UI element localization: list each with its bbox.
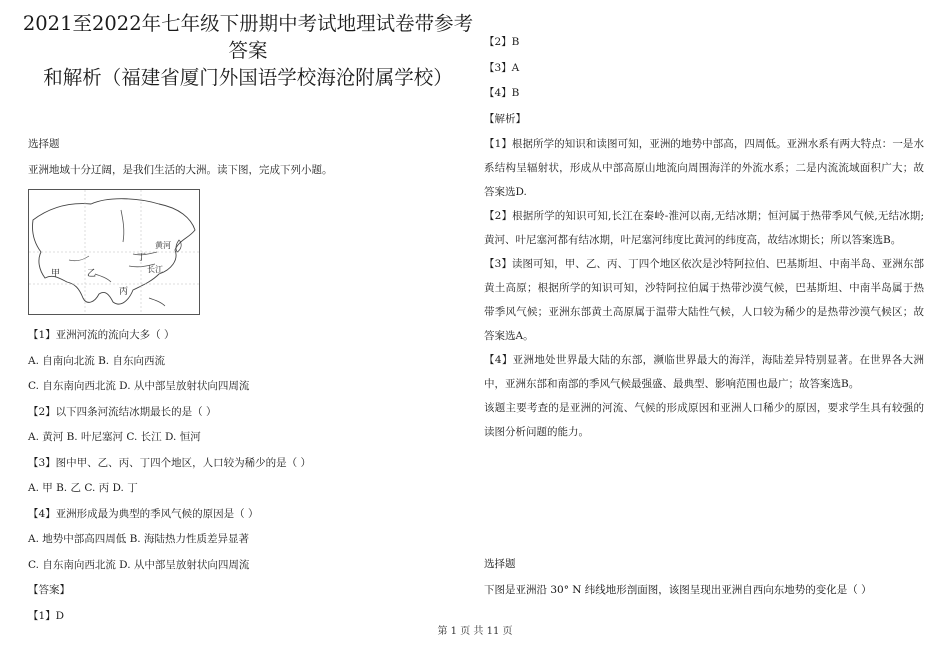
q4-options-cd: C. 自东南向西北流 D. 从中部呈放射状向四周流 (28, 558, 250, 571)
map-label-changjiang: 长江 (147, 265, 163, 274)
q4-options-ab: A. 地势中部高四周低 B. 海陆热力性质差异显著 (28, 533, 249, 545)
map-label-yi: 乙 (87, 269, 97, 279)
q2-options: A. 黄河 B. 叶尼塞河 C. 长江 D. 恒河 (28, 431, 201, 443)
answer-2: 【2】B (484, 36, 520, 48)
analysis-summary: 该题主要考查的是亚洲的河流、气候的形成原因和亚洲人口稀少的原因，要求学生具有较强的读图分析问题的能力。 (484, 402, 924, 438)
map-label-jia: 甲 (51, 269, 61, 279)
page-footer: 第 1 页 共 11 页 (437, 626, 513, 637)
question-2-stem: 下图是亚洲沿 30° N 纬线地形剖面图，该图呈现出亚洲自西向东地势的变化是（ ） (484, 583, 872, 596)
q3-stem: 【3】图中甲、乙、丙、丁四个地区，人口较为稀少的是（ ） (28, 456, 312, 469)
analysis-heading: 【解析】 (484, 112, 526, 125)
q1-options-ab: A. 自南向北流 B. 自东向西流 (28, 354, 165, 367)
asia-map-drawing (29, 190, 199, 314)
right-column (484, 30, 924, 444)
title-line-2: 和解析（福建省厦门外国语学校海沧附属学校） (43, 66, 453, 89)
map-label-bing: 丙 (119, 287, 129, 297)
answer-heading: 【答案】 (28, 584, 70, 596)
q1-stem: 【1】亚洲河流的流向大多（ ） (28, 329, 175, 341)
page-title (18, 10, 478, 91)
q1-options-cd: C. 自东南向西北流 D. 从中部呈放射状向四周流 (28, 380, 250, 392)
q3-options: A. 甲 B. 乙 C. 丙 D. 丁 (28, 482, 138, 494)
answer-4: 【4】B (484, 87, 520, 99)
question-intro: 亚洲地域十分辽阔，是我们生活的大洲。读下图，完成下列小题。 (28, 163, 333, 176)
left-column (28, 132, 468, 629)
asia-map (28, 189, 200, 315)
next-question (484, 552, 924, 603)
analysis-4: 【4】亚洲地处世界最大陆的东部，濒临世界最大的海洋，海陆差异特别显著。在世界各大洲中，亚洲东部和南部的季风气候最强盛、最典型、影响范围也最广；故答案选B。 (484, 354, 924, 390)
map-label-huanghe: 黄河 (155, 241, 171, 250)
q4-stem: 【4】亚洲形成最为典型的季风气候的原因是（ ） (28, 507, 259, 520)
section-heading-2: 选择题 (484, 558, 516, 570)
analysis-1: 【1】根据所学的知识和读图可知，亚洲的地势中部高，四周低。亚洲水系有两大特点：一是水系结构呈辐射状，形成从中部高原山地流向周围海洋的外流水系；二是内流流域面积广大；故答案选D. (484, 138, 924, 198)
q2-stem: 【2】以下四条河流结冰期最长的是（ ） (28, 405, 217, 418)
map-label-ding: 丁 (137, 253, 147, 263)
section-heading: 选择题 (28, 138, 60, 150)
answer-1: 【1】D (28, 609, 65, 622)
analysis-2: 【2】根据所学的知识可知,长江在秦岭-淮河以南,无结冰期；恒河属于热带季风气候,无结冰期;黄河、叶尼塞河都有结冰期，叶尼塞河纬度比黄河的纬度高，故结冰期长；所以答案选B。 (484, 210, 924, 246)
answer-3: 【3】A (484, 61, 520, 74)
title-line-1: 2021至2022年七年级下册期中考试地理试卷带参考答案 (22, 12, 474, 62)
analysis-3: 【3】读图可知，甲、乙、丙、丁四个地区依次是沙特阿拉伯、巴基斯坦、中南半岛、亚洲东部黄土高原；根据所学的知识可知，沙特阿拉伯属于热带沙漠气候，巴基斯坦、中南半岛属于热带季风气候；亚洲东部黄土高原属于温带大陆性气候，人口较为稀少的是热带沙漠气候区；故答案选A。 (484, 258, 924, 342)
